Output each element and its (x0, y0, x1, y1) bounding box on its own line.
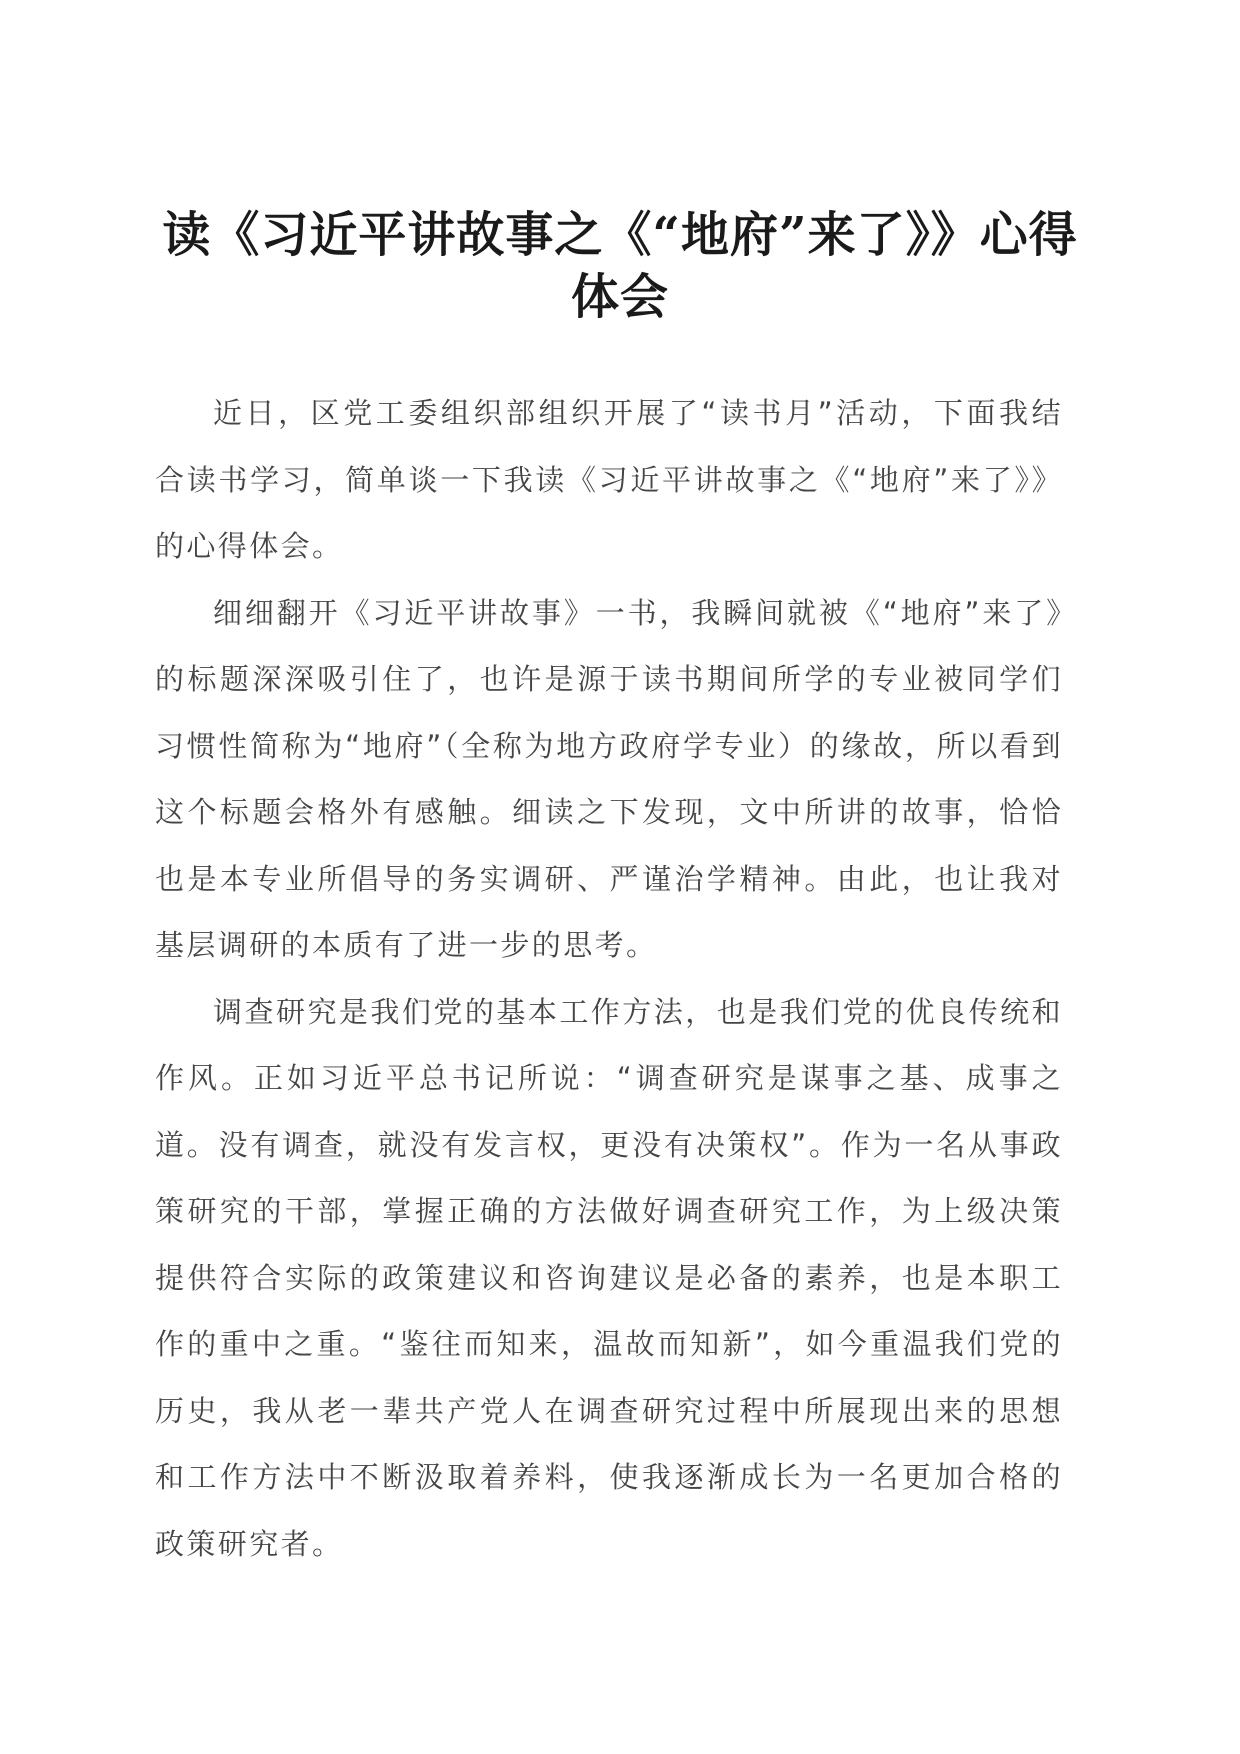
paragraph-intro: 近日，区党工委组织部组织开展了“读书月”活动，下面我结合读书学习，简单谈一下我读《习近平讲故事之《“地府”来了》》的心得体会。 (155, 396, 1063, 563)
document-title: 读《习近平讲故事之《“地府”来了》》心得体会 (162, 207, 1078, 325)
document-body (155, 380, 1063, 1577)
paragraph-reading: 细细翻开《习近平讲故事》一书，我瞬间就被《“地府”来了》的标题深深吸引住了，也许是源于读书期间所学的专业被同学们习惯性简称为“地府”（全称为地方政府学专业）的缘故，所以看到这个标题会格外有感触。细读之下发现，文中所讲的故事，恰恰也是本专业所倡导的务实调研、严谨治学精神。由此，也让我对基层调研的本质有了进一步的思考。 (155, 595, 1063, 962)
paragraph-research: 调查研究是我们党的基本工作方法，也是我们党的优良传统和作风。正如习近平总书记所说：“调查研究是谋事之基、成事之道。没有调查，就没有发言权，更没有决策权”。作为一名从事政策研究的干部，掌握正确的方法做好调查研究工作，为上级决策提供符合实际的政策建议和咨询建议是必备的素养，也是本职工作的重中之重。“鉴往而知来，温故而知新”，如今重温我们党的历史，我从老一辈共产党人在调查研究过程中所展现出来的思想和工作方法中不断汲取着养料，使我逐渐成长为一名更加合格的政策研究者。 (155, 994, 1063, 1561)
